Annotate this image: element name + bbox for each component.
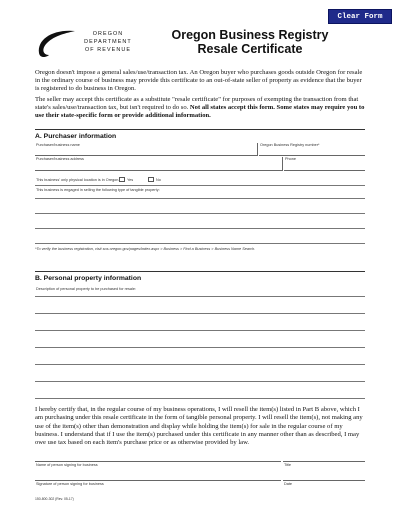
registry-number-label: Oregon Business Registry number* [260, 143, 320, 147]
intro-p2-bold: Not all states accept this form. Some states may require you to use their state-specific form or provide additional information. [35, 104, 365, 120]
title-line-1: Oregon Business Registry [171, 28, 329, 42]
description-line-5[interactable] [35, 364, 365, 365]
swoosh-icon [35, 27, 81, 63]
phone-field[interactable] [284, 157, 365, 171]
description-line-1[interactable] [35, 296, 365, 297]
field-divider [282, 157, 283, 171]
verification-note: *To verify the business registration, visit sos.oregon.gov/pages/index.aspx > Business > Find a Business > Business Name Search. [35, 247, 256, 251]
date-field[interactable] [283, 471, 365, 481]
certification-text: I hereby certify that, in the regular course of my business operations, I will resell the item(s) listed in Part B above, which I am purchasing under this resale certificate in the form of tangible personal property. I will resell the item(s), not making any use of the item(s) other than demonstration and display while holding the item(s) for sale in the regular course of my business. I understand that if I use the item(s) purchased under this certificate in any manner other than as described, I may owe use tax based on each item's purchase price or as otherwise provided by law. [35, 406, 363, 447]
field-line [35, 185, 365, 186]
intro-paragraph-1: Oregon doesn't impose a general sales/use/transaction tax. An Oregon buyer who purchases goods outside Oregon for resale in the ordinary course of business may provide this certificate to an out-of-state seller of property as evidence that the buyer is registered to do business in Oregon. [35, 69, 363, 93]
engaged-label: This business is engaged in selling the following type of tangible property: [36, 188, 160, 192]
description-line-3[interactable] [35, 330, 365, 331]
engaged-line-2[interactable] [35, 213, 365, 214]
description-line-2[interactable] [35, 313, 365, 314]
title-line-2: Resale Certificate [197, 42, 303, 56]
signer-title-label: Title [284, 463, 292, 467]
purchaser-name-field[interactable] [35, 143, 257, 156]
address-field[interactable] [35, 157, 282, 171]
location-yes-checkbox[interactable] [119, 177, 125, 182]
oregon-dor-logo [35, 27, 135, 63]
logo-line-3: OF REVENUE [84, 47, 132, 53]
purchaser-name-label: Purchaser/business name [36, 143, 80, 147]
clear-form-button[interactable]: Clear Form [328, 9, 392, 24]
yes-label: Yes [127, 178, 134, 182]
description-line-4[interactable] [35, 347, 365, 348]
logo-line-1: OREGON [92, 31, 124, 37]
signature-label: Signature of person signing for business [36, 482, 104, 486]
description-line-6[interactable] [35, 381, 365, 382]
intro-paragraph-2 [35, 96, 365, 121]
description-label: Description of personal property to be purchased for resale: [36, 287, 137, 291]
logo-text [79, 30, 137, 54]
no-label: No [156, 178, 161, 182]
location-no-checkbox[interactable] [148, 177, 154, 182]
engaged-line-1[interactable] [35, 198, 365, 199]
field-divider [257, 143, 258, 156]
signer-title-field[interactable] [283, 452, 365, 462]
form-title [150, 28, 350, 56]
address-label: Purchaser/business address [36, 157, 84, 161]
section-b-heading: B. Personal property information [35, 271, 365, 282]
description-line-7[interactable] [35, 398, 365, 399]
date-label: Date [284, 482, 293, 486]
engaged-line-3[interactable] [35, 228, 365, 229]
section-a-heading: A. Purchaser information [35, 129, 365, 140]
signer-name-label: Name of person signing for business [36, 463, 98, 467]
location-label: This business' only physical location is in Oregon. [36, 178, 120, 182]
engaged-line-4[interactable] [35, 243, 365, 244]
signer-name-field[interactable] [35, 452, 281, 462]
signature-field[interactable] [35, 471, 281, 481]
logo-line-2: DEPARTMENT [84, 39, 132, 45]
intro-p2-normal: The seller may accept this certificate as a substitute "resale certificate" for purposes of exempting the transaction from that state's sales/use/transaction tax, but isn't required to do so. [35, 96, 359, 112]
form-number: 150-800-302 (Rev. 05-17) [35, 497, 74, 501]
phone-label: Phone [285, 157, 296, 161]
registry-number-field[interactable] [259, 143, 365, 156]
